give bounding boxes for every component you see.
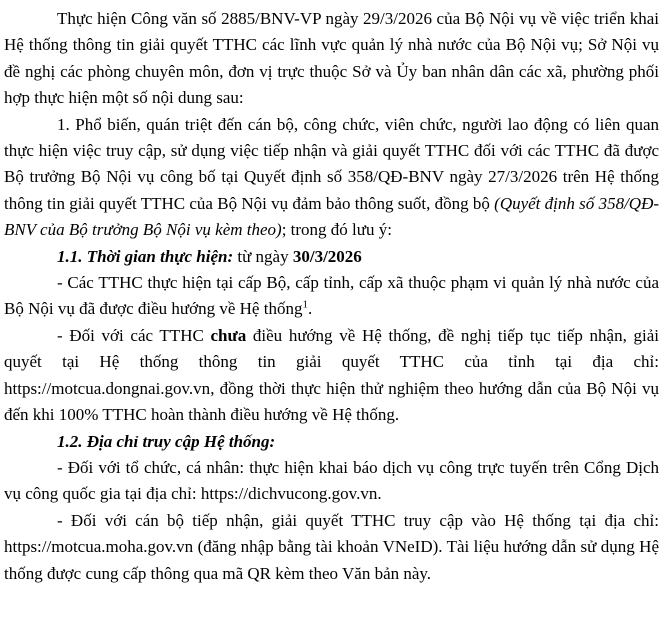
paragraph-scope (4, 270, 659, 323)
paragraph-citizens (4, 455, 659, 508)
paragraph-intro (4, 6, 659, 112)
url-motcua-moha: https://motcua.moha.gov.vn (4, 537, 194, 557)
not-routed-lead-text: - Đối với các TTHC (57, 325, 211, 345)
heading-1-1-date: 30/3/2026 (292, 246, 362, 266)
item1-tail-text: ; trong đó lưu ý: (281, 220, 392, 240)
scope-text: - Các TTHC thực hiện tại cấp Bộ, cấp tỉnh, cấp xã thuộc phạm vi quản lý nhà nước của Bộ Nội vụ đã được điều hướng về Hệ thống (4, 273, 659, 319)
citizens-lead-text: - Đối với tổ chức, cá nhân: thực hiện khai báo dịch vụ công trực tuyến trên Cổng Dịch vụ công quốc gia tại địa chỉ: (4, 457, 659, 504)
heading-1-2 (4, 429, 659, 455)
paragraph-item-1 (4, 112, 659, 244)
not-routed-tail-text: , đồng thời thực hiện thử nghiệm theo hướng dẫn của Bộ Nội vụ đến khi 100% TTHC hoàn thành điều hướng về Hệ thống. (4, 378, 659, 425)
paragraph-not-routed (4, 323, 659, 429)
citizens-tail-text: . (377, 484, 382, 504)
item1-italic-note: (Quyết định số 358/QĐ- BNV của Bộ trưởng Bộ Nội vụ kèm theo) (4, 193, 660, 240)
footnote-ref: 1 (302, 298, 308, 311)
heading-1-1-mid-text: từ ngày (233, 246, 293, 266)
heading-1-1 (4, 244, 659, 270)
not-routed-mid-text: điều hướng về Hệ thống, đề nghị tiếp tục tiếp nhận, giải quyết tại Hệ thống thông tin giải quyết TTHC của tỉnh tại địa chỉ: (4, 325, 659, 372)
url-dichvucong: https://dichvucong.gov.vn (200, 484, 378, 504)
heading-1-2-label: 1.2. Địa chỉ truy cập Hệ thống: (57, 431, 276, 451)
intro-text: Thực hiện Công văn số 2885/BNV-VP ngày 29/3/2026 của Bộ Nội vụ về việc triển khai Hệ thống thông tin giải quyết TTHC các lĩnh vực quản lý nhà nước của Bộ Nội vụ; Sở Nội vụ đề nghị các phòng chuyên môn, đơn vị trực thuộc Sở và Ủy ban nhân dân các xã, phường phối hợp thực hiện một số nội dung sau: (4, 9, 659, 108)
officers-lead-text: - Đối với cán bộ tiếp nhận, giải quyết TTHC truy cập vào Hệ thống tại địa chỉ: (57, 510, 659, 530)
item1-lead-text: 1. Phổ biến, quán triệt đến cán bộ, công chức, viên chức, người lao động có liên quan thực hiện việc truy cập, sử dụng việc tiếp nhận và giải quyết TTHC đối với các TTHC đã được Bộ trưởng Bộ Nội vụ công bố tại Quyết định số 358/QĐ-BNV ngày 27/3/2026 trên Hệ thống thông tin giải quyết TTHC của Bộ Nội vụ đảm bảo thông suốt, đồng bộ (4, 114, 659, 213)
scope-period: . (307, 299, 313, 319)
paragraph-officers (4, 508, 659, 587)
officers-tail-text: (đăng nhập bằng tài khoản VNeID). Tài liệu hướng dẫn sử dụng Hệ thống được cung cấp thông qua mã QR kèm theo Văn bản này. (4, 537, 659, 583)
heading-1-1-label: 1.1. Thời gian thực hiện: (57, 246, 234, 266)
not-routed-emphasis: chưa (210, 325, 247, 345)
url-motcua-dongnai: https://motcua.dongnai.gov.vn (4, 378, 211, 398)
